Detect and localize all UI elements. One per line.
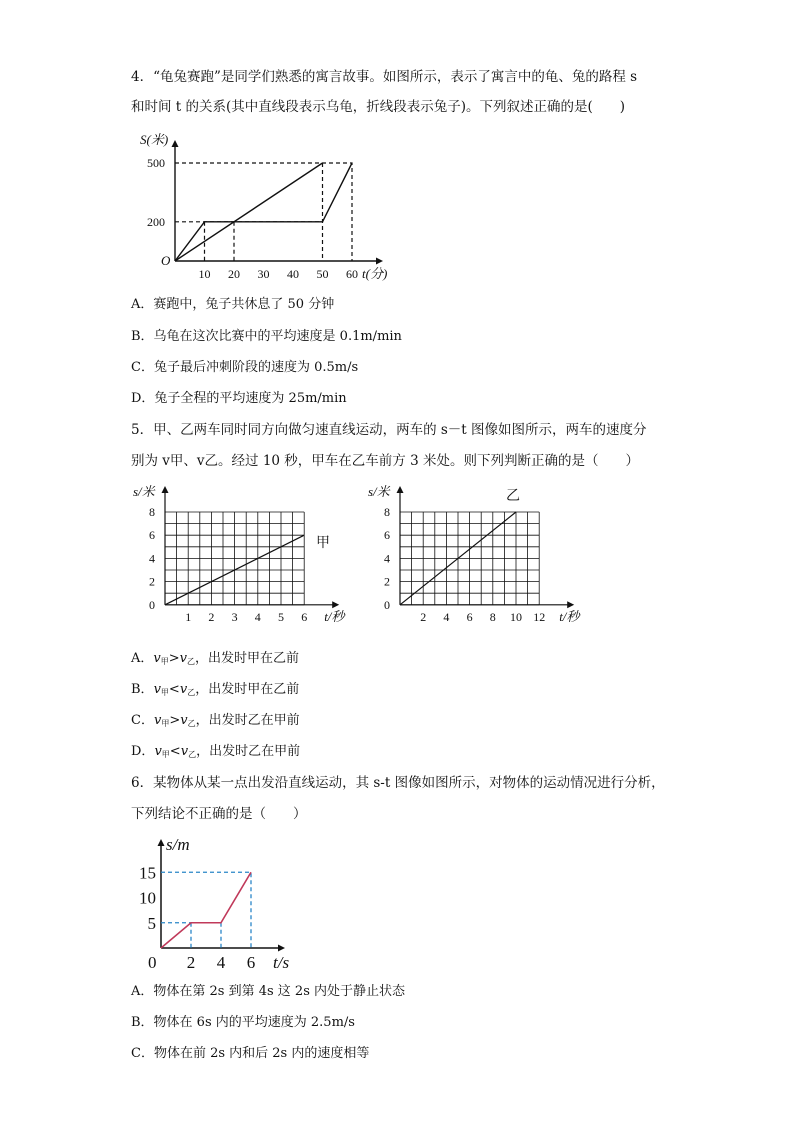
x-tick-label: 3 [231, 609, 238, 624]
series-line [161, 872, 251, 948]
y-axis-arrow [172, 140, 179, 147]
x-tick-label: 2 [186, 953, 196, 972]
x-tick-label: 60 [346, 267, 358, 281]
y-axis-label: s/米 [368, 484, 390, 499]
car-yi-chart [360, 478, 590, 643]
x-axis-arrow [376, 258, 383, 265]
y-tick-label: 6 [384, 528, 390, 543]
q5-option-c[interactable]: C．$v_甲>v_乙$，出发时乙在甲前 [131, 713, 300, 728]
y-tick-label: 8 [384, 505, 390, 519]
origin-label: 0 [148, 953, 157, 972]
race-chart [130, 128, 410, 283]
y-tick-label: 2 [384, 574, 390, 589]
q5-stem-line2: 别为 v甲、v乙。经过 10 秒，甲车在乙车前方 3 米处。则下列判断正确的是（ ） [131, 453, 639, 469]
y-tick-label: 10 [139, 888, 156, 908]
q6-stem-line2: 下列结论不正确的是（ ） [131, 806, 307, 822]
y-tick-label: 0 [149, 597, 155, 612]
x-axis-label: t/秒 [324, 608, 345, 624]
y-axis-label: s/米 [133, 484, 155, 499]
y-tick-label: 5 [147, 913, 156, 933]
x-tick-label: 30 [257, 267, 270, 281]
object-motion-chart [130, 830, 310, 975]
q6-option-b[interactable]: B．物体在 6s 内的平均速度为 2.5m/s [131, 1015, 355, 1030]
series-title-label: 甲 [316, 536, 330, 551]
q6-stem-line1: 6．某物体从某一点出发沿直线运动，其 s-t 图像如图所示，对物体的运动情况进行分析， [131, 775, 665, 791]
y-tick-label: 4 [384, 551, 390, 566]
x-tick-label: 6 [301, 609, 308, 624]
q4-stem-line1: 4．“龟兔赛跑”是同学们熟悉的寓言故事。如图所示，表示了寓言中的龟、兔的路程 s [131, 69, 638, 85]
y-tick-label: 200 [147, 214, 165, 229]
x-axis-arrow [332, 601, 339, 608]
q4-stem-line2: 和时间 t 的关系(其中直线段表示乌龟，折线段表示兔子)。下列叙述正确的是( ) [131, 99, 626, 115]
q4-option-b[interactable]: B．乌龟在这次比赛中的平均速度是 0.1m/min [131, 329, 402, 344]
x-tick-label: 40 [287, 267, 299, 281]
series-rabbit-line [175, 163, 352, 261]
y-tick-label: 6 [149, 528, 155, 543]
q6-option-a[interactable]: A．物体在第 2s 到第 4s 这 2s 内处于静止状态 [131, 984, 406, 999]
x-tick-label: 4 [443, 609, 450, 624]
y-axis-label: S(米) [140, 132, 169, 147]
x-tick-label: 20 [228, 267, 240, 281]
x-axis-arrow [278, 945, 285, 952]
x-tick-label: 6 [246, 953, 256, 972]
y-tick-label: 15 [139, 863, 156, 883]
q5-stem-line1: 5．甲、乙两车同时同方向做匀速直线运动，两车的 s－t 图像如图所示，两车的速度分 [131, 422, 647, 438]
y-axis-label: s/m [166, 835, 190, 854]
x-tick-label: 12 [533, 609, 546, 624]
y-axis-arrow [162, 486, 169, 493]
x-axis-label: t/秒 [559, 608, 580, 624]
y-tick-label: 0 [384, 597, 390, 612]
q4-option-a[interactable]: A．赛跑中，兔子共休息了 50 分钟 [131, 297, 335, 312]
x-tick-label: 5 [278, 609, 284, 624]
series-turtle-line [175, 163, 323, 261]
x-axis-label: t(分) [362, 266, 388, 281]
series-title-label: 乙 [506, 489, 520, 504]
x-tick-label: 8 [489, 609, 496, 624]
x-tick-label: 6 [466, 609, 473, 624]
x-tick-label: 10 [198, 267, 211, 281]
x-axis-arrow [567, 601, 574, 608]
x-tick-label: 50 [316, 267, 329, 281]
y-tick-label: 8 [149, 505, 155, 519]
q5-option-b[interactable]: B．$v_甲<v_乙$，出发时甲在乙前 [131, 682, 300, 697]
x-tick-label: 4 [216, 953, 226, 972]
y-axis-arrow [397, 486, 404, 493]
x-tick-label: 2 [420, 609, 427, 624]
q4-option-c[interactable]: C．兔子最后冲刺阶段的速度为 0.5m/s [131, 360, 359, 375]
q5-option-d[interactable]: D．$v_甲<v_乙$，出发时乙在甲前 [131, 744, 301, 759]
q5-option-a[interactable]: A．$v_甲>v_乙$，出发时甲在乙前 [131, 651, 300, 666]
x-axis-label: t/s [273, 953, 290, 972]
y-tick-label: 4 [149, 551, 155, 566]
x-tick-label: 1 [185, 609, 192, 624]
x-tick-label: 2 [208, 609, 215, 624]
y-tick-label: 2 [149, 574, 155, 589]
y-tick-label: 500 [147, 156, 165, 170]
y-axis-arrow [158, 839, 165, 846]
x-tick-label: 10 [510, 609, 522, 624]
car-jia-chart [125, 478, 355, 643]
origin-label: O [161, 253, 171, 268]
x-tick-label: 4 [254, 609, 261, 624]
q4-option-d[interactable]: D．兔子全程的平均速度为 25m/min [131, 391, 347, 406]
q6-option-c[interactable]: C．物体在前 2s 内和后 2s 内的速度相等 [131, 1046, 370, 1061]
guide-500-60 [175, 163, 352, 261]
